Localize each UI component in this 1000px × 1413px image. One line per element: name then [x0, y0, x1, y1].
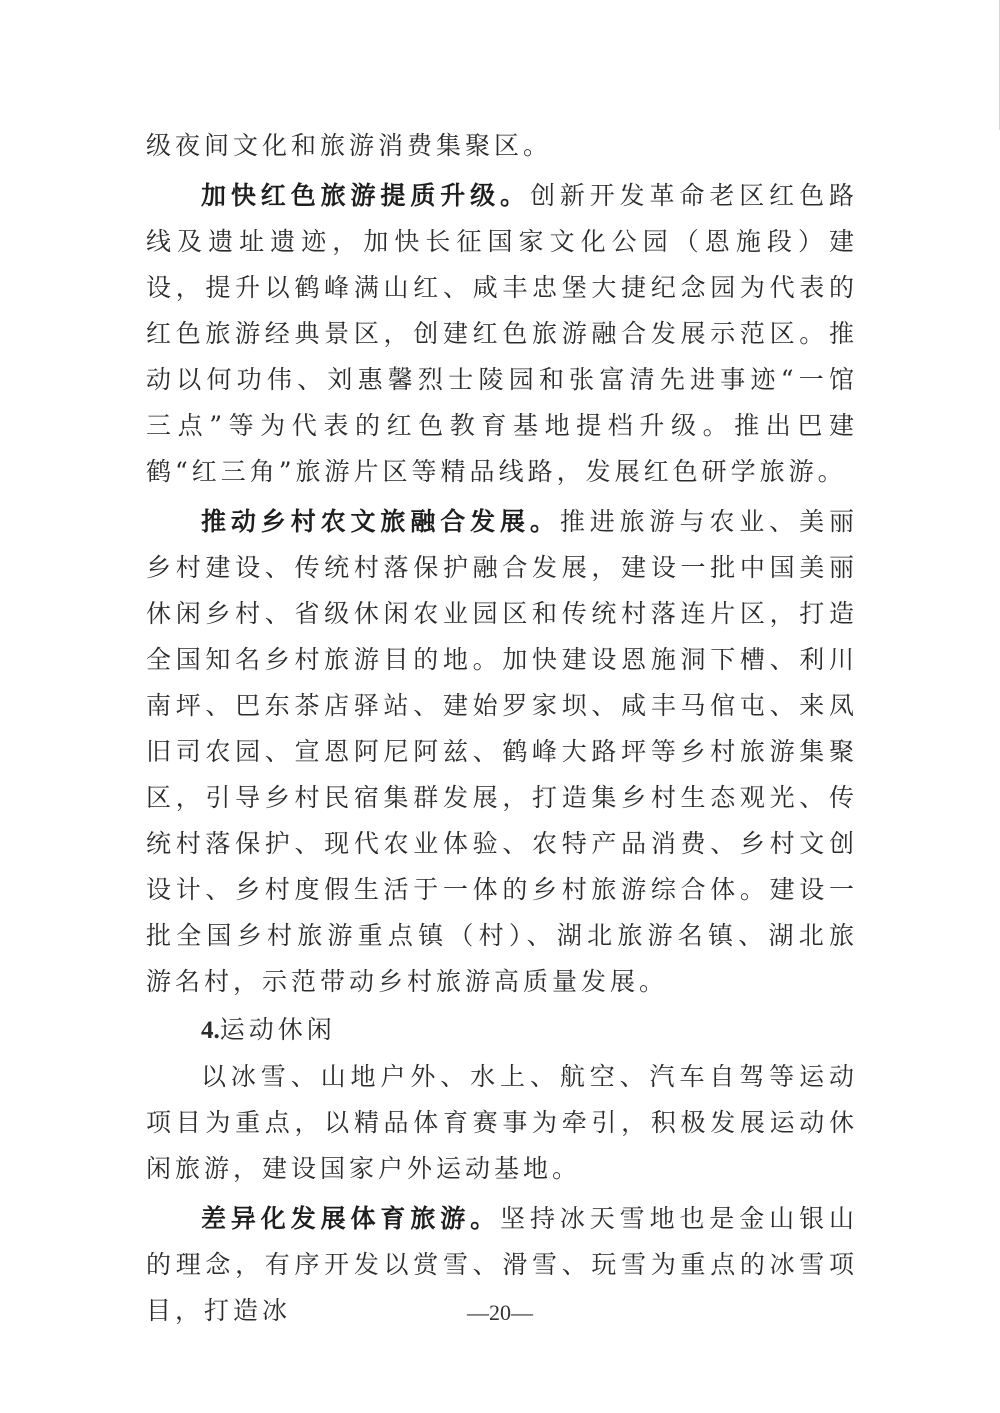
paragraph-text: 坚持冰天雪地也是金山银山的理念，有序开发以赏雪、滑雪、玩雪为重点的冰雪项目，打造冰: [146, 1204, 858, 1325]
section-number: 4.: [201, 1017, 220, 1044]
paragraph-lead-heading: 差异化发展体育旅游。: [201, 1204, 501, 1233]
paragraph-text: 以冰雪、山地户外、水上、航空、汽车自驾等运动项目为重点，以精品体育赛事为牵引，积极发展运动休闲旅游，建设国家户外运动基地。: [146, 1062, 858, 1183]
page-number: —20—: [467, 1300, 533, 1325]
paragraph-rural-tourism: [146, 499, 858, 1005]
paragraph-lead-heading: 加快红色旅游提质升级。: [201, 181, 530, 210]
section-title: 运动休闲: [219, 1015, 336, 1044]
paragraph-text: 创新开发革命老区红色路线及遗址遗迹，加快长征国家文化公园（恩施段）建设，提升以鹤峰满山红、咸丰忠堡大捷纪念园为代表的红色旅游经典景区，创建红色旅游融合发展示范区。推动以何功伟、刘惠馨烈士陵园和张富清先进事迹“一馆三点”等为代表的红色教育基地提档升级。推出巴建鹤“红三角”旅游片区等精品线路，发展红色研学旅游。: [146, 181, 858, 486]
section-heading: [146, 1007, 858, 1054]
paragraph-red-tourism: [146, 173, 858, 495]
paragraph-text: 级夜间文化和旅游消费集聚区。: [146, 131, 553, 160]
document-body: [146, 123, 858, 1334]
paragraph-lead-heading: 推动乡村农文旅融合发展。: [201, 507, 560, 536]
paragraph-sports-intro: [146, 1054, 858, 1192]
paragraph-continuation: [146, 123, 858, 169]
paragraph-text: 推进旅游与农业、美丽乡村建设、传统村落保护融合发展，建设一批中国美丽休闲乡村、省级休闲农业园区和传统村落连片区，打造全国知名乡村旅游目的地。加快建设恩施洞下槽、利川南坪、巴东茶店驿站、建始罗家坝、咸丰马倌屯、来凤旧司农园、宣恩阿尼阿兹、鹤峰大路坪等乡村旅游集聚区，引导乡村民宿集群发展，打造集乡村生态观光、传统村落保护、现代农业体验、农特产品消费、乡村文创设计、乡村度假生活于一体的乡村旅游综合体。建设一批全国乡村旅游重点镇（村）、湖北旅游名镇、湖北旅游名村，示范带动乡村旅游高质量发展。: [146, 507, 858, 996]
